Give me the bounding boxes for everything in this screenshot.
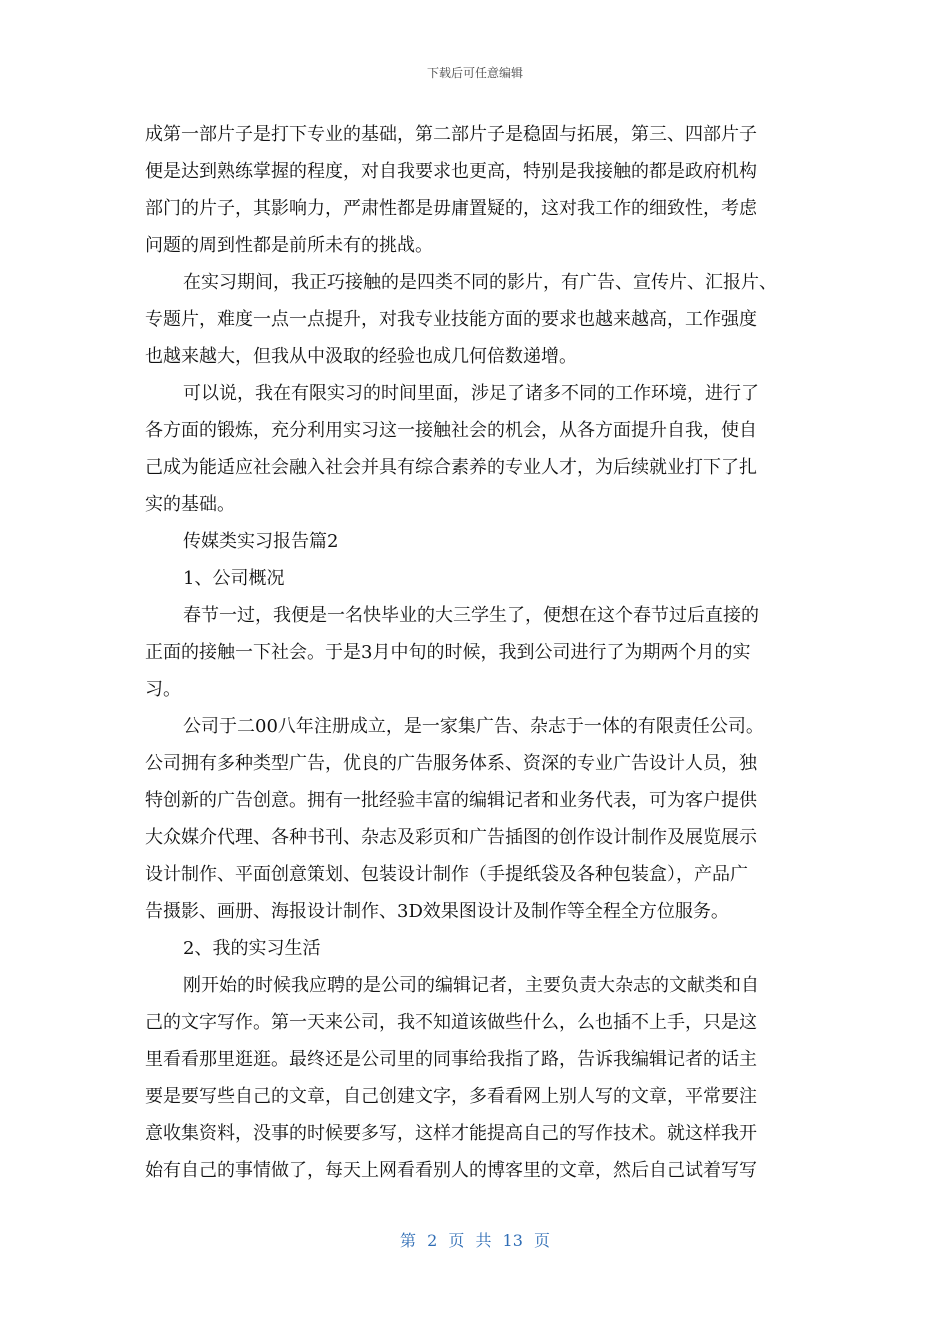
text-line: 实的基础。 <box>145 494 235 515</box>
text-line: 各方面的锻炼，充分利用实习这一接触社会的机会，从各方面提升自我，使自 <box>145 420 757 441</box>
text-line: 2、我的实习生活 <box>183 938 321 959</box>
text-line: 部门的片子，其影响力，严肃性都是毋庸置疑的，这对我工作的细致性，考虑 <box>145 198 757 219</box>
text-line: 专题片，难度一点一点提升，对我专业技能方面的要求也越来越高，工作强度 <box>145 309 757 330</box>
text-line: 要是要写些自己的文章，自己创建文字，多看看网上别人写的文章，平常要注 <box>145 1086 757 1107</box>
text-line: 便是达到熟练掌握的程度，对自我要求也更高，特别是我接触的都是政府机构 <box>145 161 757 182</box>
text-line: 可以说，我在有限实习的时间里面，涉足了诸多不同的工作环境，进行了 <box>183 383 759 404</box>
page-number-footer: 第 2 页 共 13 页 <box>400 1231 550 1250</box>
text-line: 刚开始的时候我应聘的是公司的编辑记者，主要负责大杂志的文献类和自 <box>183 975 759 996</box>
text-line: 成第一部片子是打下专业的基础，第二部片子是稳固与拓展，第三、四部片子 <box>145 124 757 145</box>
text-line: 在实习期间，我正巧接触的是四类不同的影片，有广告、宣传片、汇报片、 <box>183 272 777 293</box>
text-line: 告摄影、画册、海报设计制作、3D效果图设计及制作等全程全方位服务。 <box>145 901 729 922</box>
text-line: 公司拥有多种类型广告，优良的广告服务体系、资深的专业广告设计人员，独 <box>145 753 757 774</box>
text-line: 大众媒介代理、各种书刊、杂志及彩页和广告插图的创作设计制作及展览展示 <box>145 827 757 848</box>
text-line: 特创新的广告创意。拥有一批经验丰富的编辑记者和业务代表，可为客户提供 <box>145 790 757 811</box>
text-line: 问题的周到性都是前所未有的挑战。 <box>145 235 433 256</box>
text-line: 1、公司概况 <box>183 568 285 589</box>
text-line: 公司于二00八年注册成立，是一家集广告、杂志于一体的有限责任公司。 <box>183 716 764 737</box>
text-line: 正面的接触一下社会。于是3月中旬的时候，我到公司进行了为期两个月的实 <box>145 642 751 663</box>
text-line: 意收集资料，没事的时候要多写，这样才能提高自己的写作技术。就这样我开 <box>145 1123 757 1144</box>
text-line: 始有自己的事情做了，每天上网看看别人的博客里的文章，然后自己试着写写 <box>145 1160 757 1181</box>
text-line: 传媒类实习报告篇2 <box>183 531 339 552</box>
text-line: 设计制作、平面创意策划、包装设计制作（手提纸袋及各种包装盒），产品广 <box>145 864 748 885</box>
text-line: 春节一过，我便是一名快毕业的大三学生了，便想在这个春节过后直接的 <box>183 605 759 626</box>
text-line: 也越来越大，但我从中汲取的经验也成几何倍数递增。 <box>145 346 577 367</box>
text-line: 己的文字写作。第一天来公司，我不知道该做些什么，么也插不上手，只是这 <box>145 1012 757 1033</box>
document-body <box>145 116 805 1189</box>
page-header: 下载后可任意编辑 <box>426 66 523 80</box>
text-line: 己成为能适应社会融入社会并具有综合素养的专业人才，为后续就业打下了扎 <box>145 457 757 478</box>
text-line: 习。 <box>145 679 181 700</box>
text-line: 里看看那里逛逛。最终还是公司里的同事给我指了路，告诉我编辑记者的话主 <box>145 1049 757 1070</box>
